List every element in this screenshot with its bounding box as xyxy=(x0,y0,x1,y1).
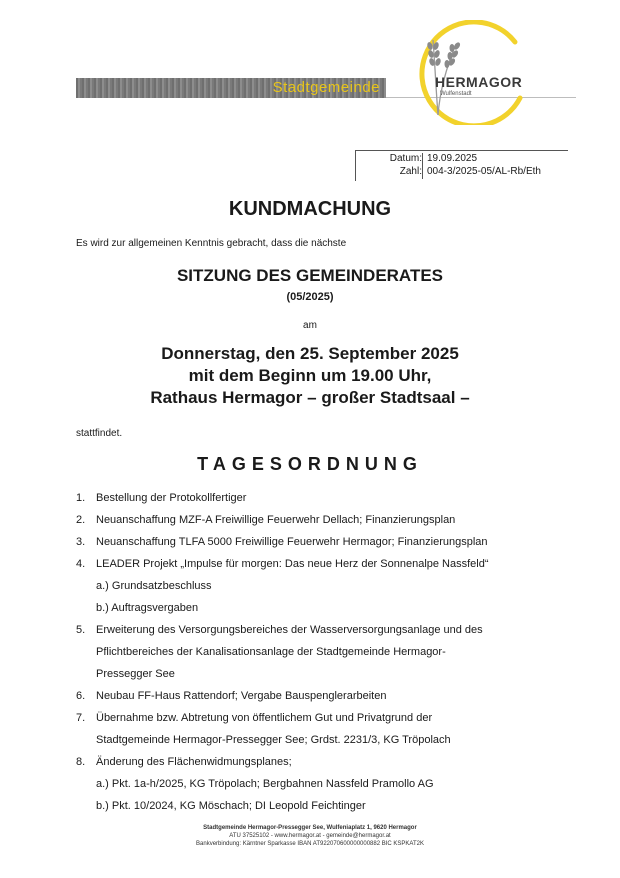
session-date: Donnerstag, den 25. September 2025 xyxy=(161,344,459,363)
footer-address: Stadtgemeinde Hermagor-Pressegger See, Wulfeniaplatz 1, 9620 Hermagor xyxy=(203,825,417,831)
agenda-item-text: b.) Pkt. 10/2024, KG Möschach; DI Leopold Feichtinger xyxy=(96,800,366,812)
agenda-item-text: a.) Pkt. 1a-h/2025, KG Tröpolach; Bergbahnen Nassfeld Pramollo AG xyxy=(96,778,434,790)
agenda-item-text: LEADER Projekt „Impulse für morgen: Das neue Herz der Sonnenalpe Nassfeld“ xyxy=(96,558,489,570)
agenda-item-text: Bestellung der Protokollfertiger xyxy=(96,492,247,504)
agenda-item-text: Neuanschaffung MZF-A Freiwillige Feuerwehr Dellach; Finanzierungsplan xyxy=(96,514,456,526)
agenda-item-text: Änderung des Flächenwidmungsplanes; xyxy=(96,756,292,768)
agenda-item-text: Übernahme bzw. Abtretung von öffentlichem Gut und Privatgrund der xyxy=(96,712,433,724)
footer xyxy=(0,824,620,848)
agenda-item-number: 3. xyxy=(76,536,86,548)
date-label: Datum: xyxy=(389,153,422,164)
agenda-item-text: Neuanschaffung TLFA 5000 Freiwillige Feuerwehr Hermagor; Finanzierungsplan xyxy=(96,536,488,548)
banner-text: Stadtgemeinde xyxy=(272,79,380,96)
agenda-item-text: Pressegger See xyxy=(96,668,175,680)
agenda-item-text: Erweiterung des Versorgungsbereiches der Wasserversorgungsanlage und des xyxy=(96,624,483,636)
header-banner xyxy=(76,78,386,98)
stattfindet-text: stattfindet. xyxy=(76,428,123,439)
footer-contact: ATU 37525102 - www.hermagor.at - gemeinde@hermagor.at xyxy=(229,833,391,839)
reference-divider xyxy=(422,153,423,179)
logo-name: HERMAGOR xyxy=(435,74,523,90)
agenda-item-number: 6. xyxy=(76,690,86,702)
agenda-item-text: Stadtgemeinde Hermagor-Pressegger See; Grdst. 2231/3, KG Tröpolach xyxy=(96,734,451,746)
hermagor-logo xyxy=(380,20,530,125)
document-title: KUNDMACHUNG xyxy=(228,198,392,220)
agenda-item-text: a.) Grundsatzbeschluss xyxy=(96,580,212,592)
session-title: SITZUNG DES GEMEINDERATES xyxy=(176,266,444,285)
footer-bank: Bankverbindung: Kärntner Sparkasse IBAN AT922070600000000882 BIC KSPKAT2K xyxy=(196,841,424,847)
session-am: am xyxy=(303,320,317,331)
agenda-item-number: 4. xyxy=(76,558,86,570)
session-location: Rathaus Hermagor – großer Stadtsaal – xyxy=(150,388,470,407)
agenda-item-number: 5. xyxy=(76,624,86,636)
number-value: 004-3/2025-05/AL-Rb/Eth xyxy=(427,166,541,177)
agenda-item-text: b.) Auftragsvergaben xyxy=(96,602,199,614)
logo-subtitle: Wulfenstadt xyxy=(440,91,472,97)
session-details xyxy=(0,343,620,409)
agenda-item-text: Pflichtbereiches der Kanalisationsanlage der Stadtgemeinde Hermagor- xyxy=(96,646,446,658)
agenda-item-number: 2. xyxy=(76,514,86,526)
agenda-item-text: Neubau FF-Haus Rattendorf; Vergabe Bauspenglerarbeiten xyxy=(96,690,387,702)
session-time: mit dem Beginn um 19.00 Uhr, xyxy=(188,366,432,385)
agenda-title: TAGESORDNUNG xyxy=(197,454,423,474)
reference-box xyxy=(355,150,568,181)
number-label: Zahl: xyxy=(399,166,422,177)
agenda-item-number: 1. xyxy=(76,492,86,504)
date-value: 19.09.2025 xyxy=(427,153,478,164)
agenda-item-number: 7. xyxy=(76,712,86,724)
agenda-item-number: 8. xyxy=(76,756,86,768)
session-number: (05/2025) xyxy=(286,291,334,303)
intro-text: Es wird zur allgemeinen Kenntnis gebracht, dass die nächste xyxy=(76,238,347,249)
